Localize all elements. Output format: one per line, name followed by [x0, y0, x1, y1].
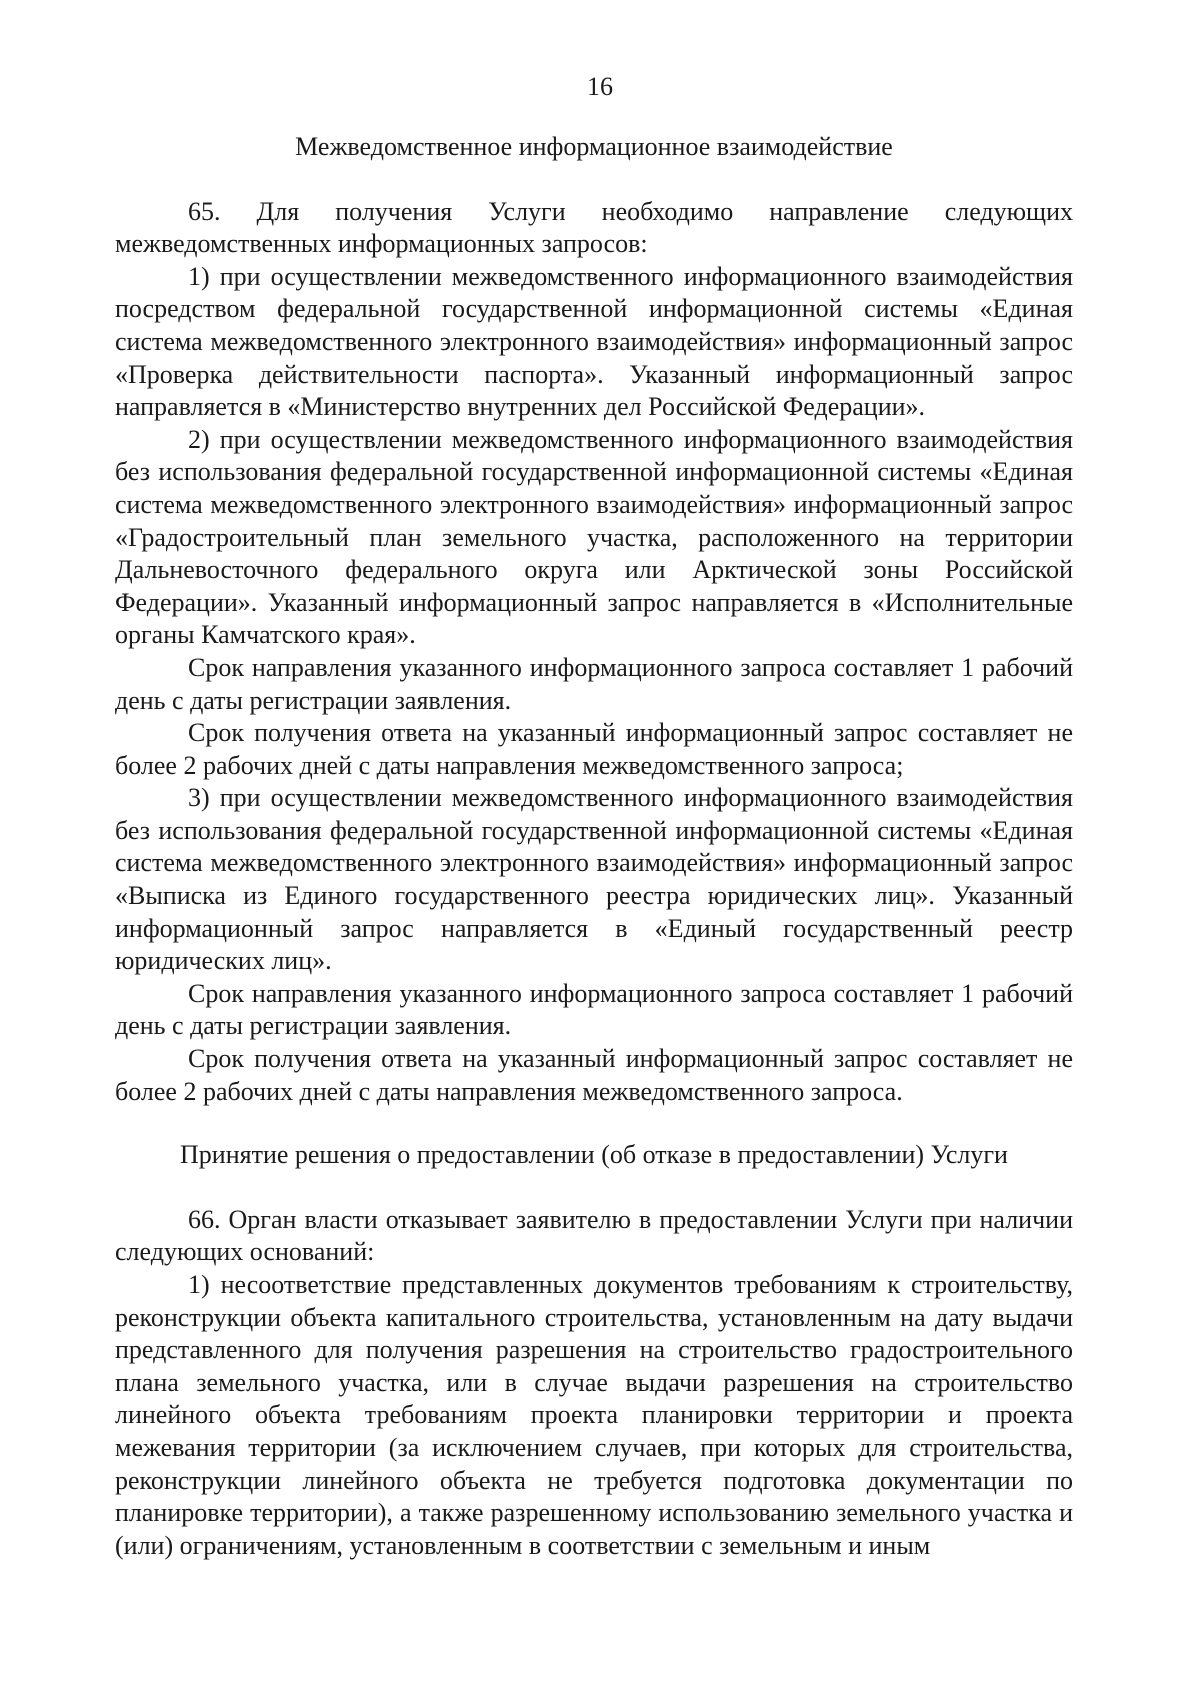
paragraph: 65. Для получения Услуги необходимо направление следующих межведомственных информационных запросов:: [115, 196, 1073, 259]
paragraph: Срок направления указанного информационного запроса составляет 1 рабочий день с даты регистрации заявления.: [115, 652, 1073, 715]
paragraph: Срок получения ответа на указанный информационный запрос составляет не более 2 рабочих дней с даты направления межведомственного запроса;: [115, 718, 1073, 780]
paragraph: 66. Орган власти отказывает заявителю в предоставлении Услуги при наличии следующих оснований:: [115, 1204, 1073, 1267]
paragraph: 2) при осуществлении межведомственного информационного взаимодействия без использования федеральной государственной информационной системы «Единая система межведомственного электронного взаимодействия» информационный запрос «Градостроительный план земельного участка, расположенного на территории Дальневосточного федерального округа или Арктической зоны Российской Федерации». Указанный информационный запрос направляется в «Исполнительные органы Камчатского края».: [115, 424, 1073, 650]
paragraph: 1) несоответствие представленных документов требованиям к строительству, реконструкции объекта капитального строительства, установленным на дату выдачи представленного для получения разрешения на строительство градостроительного плана земельного участка, или в случае выдачи разрешения на строительство линейного объекта требованиям проекта планировки территории и проекта межевания территории (за исключением случаев, при которых для строительства, реконструкции линейного объекта не требуется подготовка документации по планировке территории), а также разрешенному использованию земельного участка и (или) ограничениям, установленным в соответствии с земельным и иным: [115, 1270, 1073, 1560]
document-body: [115, 131, 1073, 1562]
paragraph: 1) при осуществлении межведомственного информационного взаимодействия посредством федеральной государственной информационной системы «Единая система межведомственного электронного взаимодействия» информационный запрос «Проверка действительности паспорта». Указанный информационный запрос направляется в «Министерство внутренних дел Российской Федерации».: [115, 261, 1073, 422]
paragraph: 3) при осуществлении межведомственного информационного взаимодействия без использования федеральной государственной информационной системы «Единая система межведомственного электронного взаимодействия» информационный запрос «Выписка из Единого государственного реестра юридических лиц». Указанный информационный запрос направляется в «Единый государственный реестр юридических лиц».: [115, 783, 1073, 976]
paragraph: Срок получения ответа на указанный информационный запрос составляет не более 2 рабочих дней с даты направления межведомственного запроса.: [115, 1044, 1073, 1106]
section-heading-interagency: Межведомственное информационное взаимодействие: [295, 132, 893, 161]
page-number: 16: [587, 72, 613, 101]
paragraph: Срок направления указанного информационного запроса составляет 1 рабочий день с даты регистрации заявления.: [115, 978, 1073, 1041]
section-heading-decision: Принятие решения о предоставлении (об отказе в предоставлении) Услуги: [180, 1140, 1008, 1170]
